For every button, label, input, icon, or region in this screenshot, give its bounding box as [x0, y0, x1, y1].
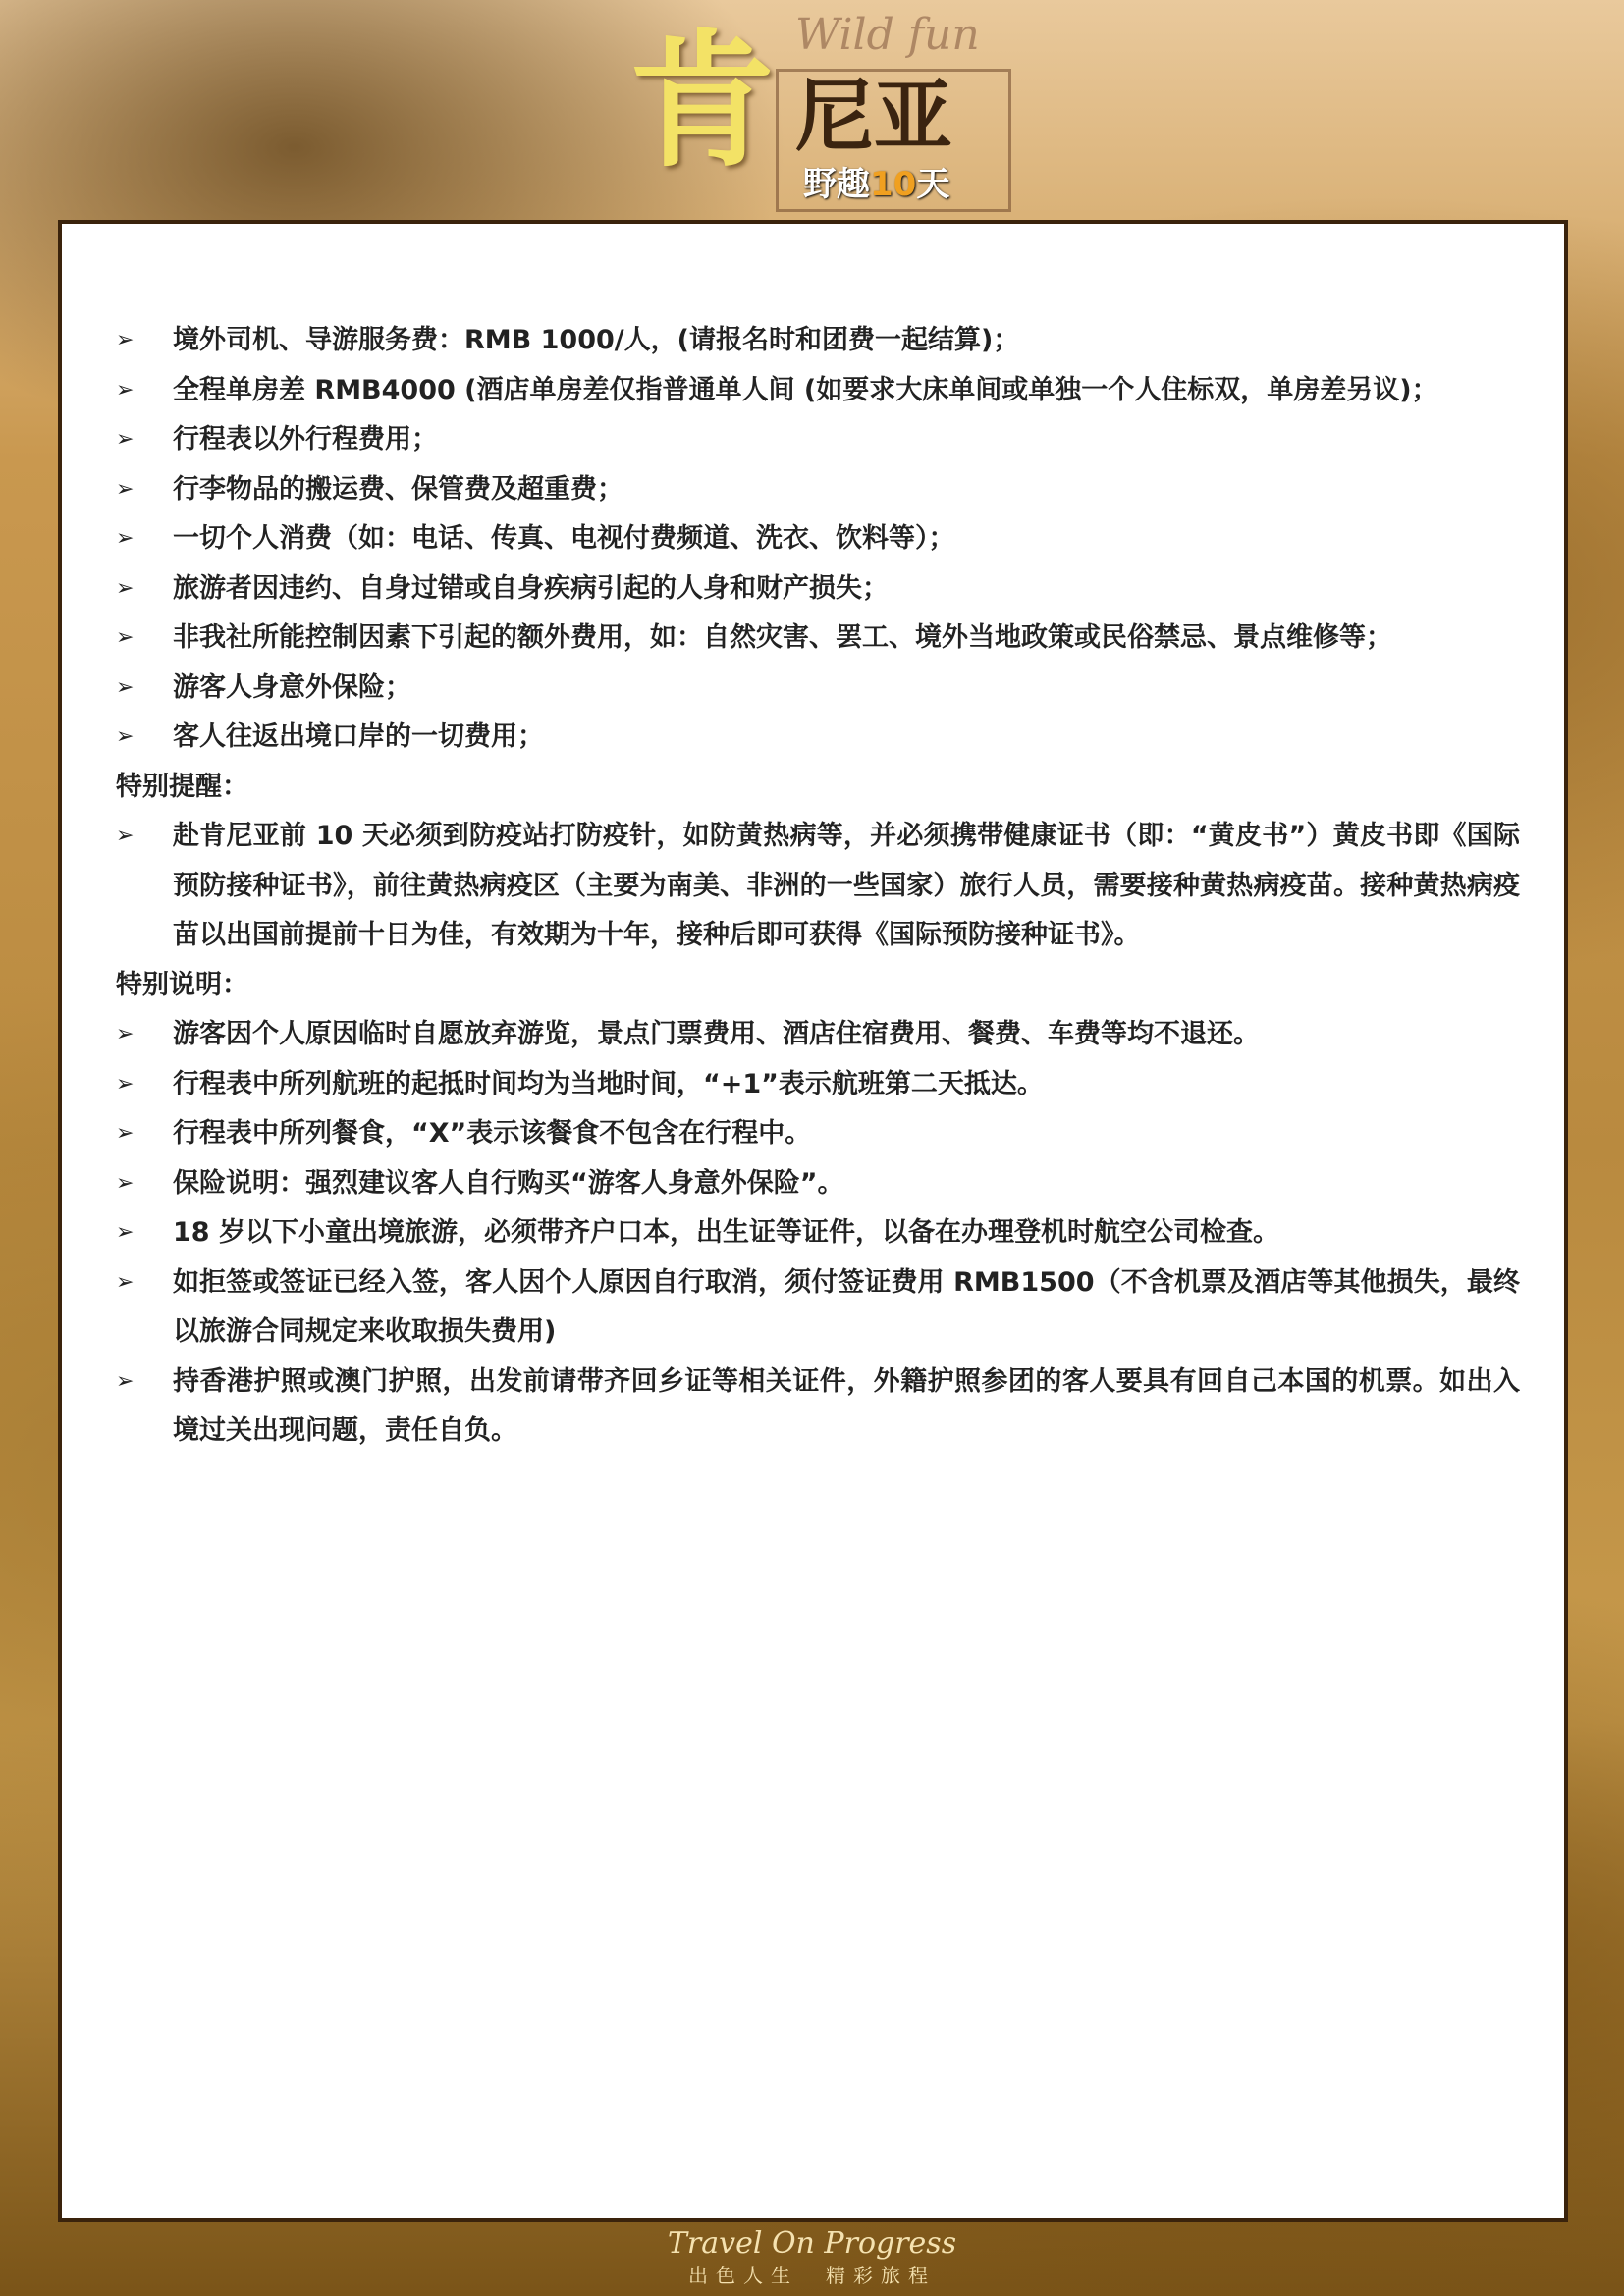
footer-brand [0, 2226, 1624, 2289]
list-item-text: 境外司机、导游服务费：RMB 1000/人，(请报名时和团费一起结算)； [173, 325, 1020, 355]
arrow-bullet-icon: ➢ [116, 625, 135, 650]
list-item [116, 614, 1520, 664]
arrow-bullet-icon: ➢ [116, 476, 135, 502]
list-item [116, 1010, 1520, 1060]
list-item [116, 415, 1520, 465]
arrow-bullet-icon: ➢ [116, 1022, 135, 1046]
arrow-bullet-icon: ➢ [116, 1220, 135, 1245]
logo-sub-b: 天 [916, 165, 950, 204]
kenya-logo [628, 4, 1021, 218]
list-item-text: 保险说明：强烈建议客人自行购买“游客人身意外保险”。 [173, 1167, 844, 1199]
list-item-text: 一切个人消费（如：电话、传真、电视付费频道、洗衣、饮料等）； [173, 523, 955, 554]
logo-wild-fun: Wild fun [795, 10, 980, 60]
list-item-text: 旅游者因违约、自身过错或自身疾病引起的人身和财产损失； [173, 572, 889, 604]
list-item [116, 1109, 1520, 1159]
list-item [116, 564, 1520, 614]
list-item [116, 1358, 1520, 1457]
list-item [116, 1258, 1520, 1358]
list-item [116, 465, 1520, 515]
list-item [116, 713, 1520, 763]
arrow-bullet-icon: ➢ [116, 824, 135, 848]
list-item-text: 行程表中所列餐食，“X”表示该餐食不包含在行程中。 [173, 1118, 812, 1148]
list-item-text: 客人往返出境口岸的一切费用； [173, 721, 544, 752]
list-item [116, 1208, 1520, 1258]
arrow-bullet-icon: ➢ [116, 427, 135, 452]
list-item [116, 1159, 1520, 1209]
arrow-bullet-icon: ➢ [116, 328, 135, 352]
list-item-text: 游客因个人原因临时自愿放弃游览，景点门票费用、酒店住宿费用、餐费、车费等均不退还。 [173, 1019, 1260, 1049]
arrow-bullet-icon: ➢ [116, 377, 135, 402]
list-item-text: 行程表以外行程费用； [173, 424, 438, 454]
logo-sub-num: 10 [870, 165, 917, 204]
list-item-text: 18 岁以下小童出境旅游，必须带齐户口本，出生证等证件，以备在办理登机时航空公司检查。 [173, 1217, 1279, 1248]
arrow-bullet-icon: ➢ [116, 575, 135, 601]
arrow-bullet-icon: ➢ [116, 1269, 135, 1295]
list-item-text: 非我社所能控制因素下引起的额外费用，如：自然灾害、罢工、境外当地政策或民俗禁忌、景点维修等； [173, 622, 1392, 653]
arrow-bullet-icon: ➢ [116, 1071, 135, 1096]
list-item [116, 1060, 1520, 1110]
list-item [116, 316, 1520, 366]
logo-subtitle [803, 165, 949, 204]
heading-special-notes: 特别说明： [116, 969, 248, 1000]
reminder-list [116, 812, 1520, 961]
arrow-bullet-icon: ➢ [116, 1368, 135, 1394]
list-item [116, 664, 1520, 714]
list-item-text: 行李物品的搬运费、保管费及超重费； [173, 473, 623, 505]
logo-sub-a: 野趣 [803, 165, 870, 204]
logo-name: 尼亚 [795, 71, 952, 162]
list-item-text: 行程表中所列航班的起抵时间均为当地时间，“+1”表示航班第二天抵达。 [173, 1068, 1044, 1099]
notes-list [116, 1010, 1520, 1457]
list-item-text: 游客人身意外保险； [173, 671, 411, 703]
arrow-bullet-icon: ➢ [116, 724, 135, 749]
arrow-bullet-icon: ➢ [116, 674, 135, 700]
logo-ken: 肯 [628, 17, 777, 187]
list-item-text: 全程单房差 RMB4000 (酒店单房差仅指普通单人间 (如要求大床单间或单独一个人住标双，单房差另议)； [173, 374, 1438, 405]
excluded-costs-list [116, 316, 1520, 763]
list-item [116, 366, 1520, 416]
heading-special-reminder: 特别提醒： [116, 771, 248, 802]
footer-slogan-en: Travel On Progress [667, 2226, 957, 2261]
document-content [116, 316, 1520, 1457]
footer-slogan-cn: 出色人生 精彩旅程 [688, 2264, 936, 2287]
arrow-bullet-icon: ➢ [116, 1121, 135, 1146]
arrow-bullet-icon: ➢ [116, 1170, 135, 1196]
list-item [116, 812, 1520, 961]
list-item-text: 赴肯尼亚前 10 天必须到防疫站打防疫针，如防黄热病等，并必须携带健康证书（即：“黄皮书”）黄皮书即《国际预防接种证书》，前往黄热病疫区（主要为南美、非洲的一些国家）旅行人员，需要接种黄热病疫苗。接种黄热病疫苗以出国前提前十日为佳，有效期为十年，接种后即可获得《国际预防接种证书》。 [173, 821, 1520, 950]
list-item-text: 持香港护照或澳门护照，出发前请带齐回乡证等相关证件，外籍护照参团的客人要具有回自己本国的机票。如出入境过关出现问题，责任自负。 [173, 1365, 1520, 1446]
arrow-bullet-icon: ➢ [116, 526, 135, 551]
list-item [116, 514, 1520, 564]
list-item-text: 如拒签或签证已经入签，客人因个人原因自行取消，须付签证费用 RMB1500（不含机票及酒店等其他损失，最终以旅游合同规定来收取损失费用) [173, 1266, 1520, 1347]
